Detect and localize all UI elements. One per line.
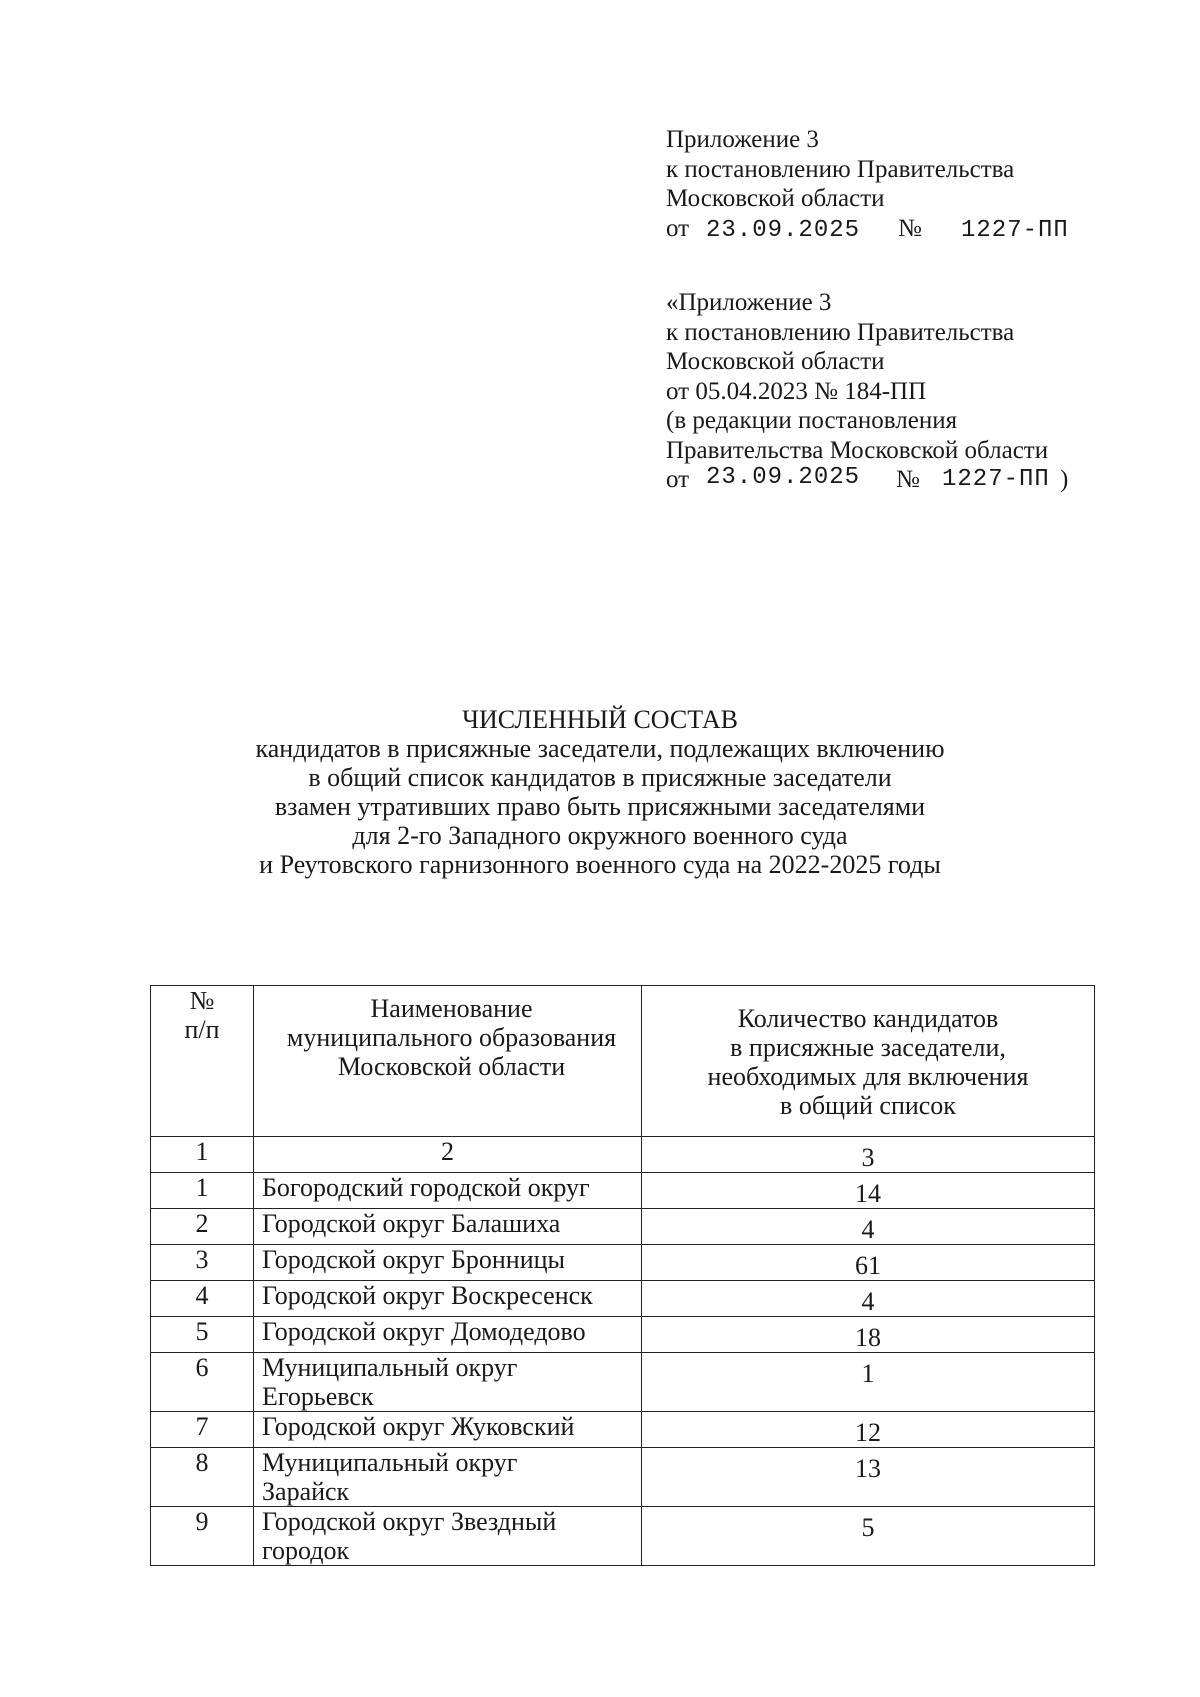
row-number: 1 — [151, 1173, 254, 1209]
table-cell: 1 — [151, 1137, 254, 1173]
municipality-name-line: Городской округ Звездный — [262, 1507, 557, 1536]
candidate-count: 5 — [642, 1507, 1095, 1566]
table-row — [151, 1173, 1095, 1209]
table-row — [151, 1412, 1095, 1448]
table-index-row — [151, 1137, 1095, 1173]
municipality-name-line: городок — [262, 1536, 350, 1565]
municipality-name — [254, 1317, 642, 1353]
municipality-name-line: Зарайск — [262, 1477, 350, 1506]
header-cell-count: Количество кандидатов в присяжные заседатели, необходимых для включения в общий список — [642, 986, 1095, 1137]
row-number: 8 — [151, 1448, 254, 1507]
municipality-name — [254, 1353, 642, 1412]
table-row — [151, 1209, 1095, 1245]
quoted-appendix-header — [666, 288, 1069, 495]
municipality-name-line: Муниципальный округ — [262, 1353, 518, 1382]
appendix-number: 1227-ПП — [961, 216, 1069, 244]
municipality-name-line: Городской округ Бронницы — [262, 1245, 565, 1274]
title-line: взамен утративших право быть присяжными заседателями — [274, 792, 926, 821]
quoted-line: «Приложение 3 — [666, 289, 832, 316]
table-row — [151, 1281, 1095, 1317]
municipality-name — [254, 1173, 642, 1209]
table-header-row — [151, 986, 1095, 1137]
candidates-table — [150, 985, 1095, 1566]
header-cell-name: Наименование муниципального образования Московской области — [254, 986, 642, 1137]
row-number: 4 — [151, 1281, 254, 1317]
municipality-name-line: Городской округ Воскресенск — [262, 1281, 593, 1310]
row-number: 7 — [151, 1412, 254, 1448]
municipality-name — [254, 1412, 642, 1448]
quoted-line: Правительства Московской области — [666, 436, 1049, 464]
table-row — [151, 1353, 1095, 1412]
quoted-line: от 05.04.2023 № 184-ПП — [666, 377, 927, 405]
quoted-line: к постановлению Правительства — [666, 318, 1015, 346]
row-number: 9 — [151, 1507, 254, 1566]
appendix-date: 23.09.2025 — [706, 216, 861, 244]
candidate-count: 18 — [642, 1317, 1095, 1353]
candidate-count: 1 — [642, 1353, 1095, 1412]
candidate-count: 12 — [642, 1412, 1095, 1448]
municipality-name — [254, 1507, 642, 1566]
date-prefix: от — [666, 466, 690, 493]
municipality-name-line: Богородский городской округ — [262, 1173, 590, 1202]
row-number: 6 — [151, 1353, 254, 1412]
document-title — [150, 705, 1050, 879]
table-cell: 2 — [254, 1137, 642, 1173]
table-row — [151, 1507, 1095, 1566]
quoted-date: 23.09.2025 — [706, 464, 861, 491]
date-prefix: от — [666, 214, 690, 242]
title-line: в общий список кандидатов в присяжные заседатели — [308, 763, 892, 792]
appendix-line: к постановлению Правительства — [666, 155, 1015, 183]
appendix-header — [666, 125, 1069, 244]
number-sign: № — [898, 214, 922, 242]
title-heading: ЧИСЛЕННЫЙ СОСТАВ — [462, 705, 738, 734]
table-row — [151, 1317, 1095, 1353]
appendix-line: Приложение 3 — [666, 126, 819, 153]
appendix-date-line — [666, 214, 1069, 244]
municipality-name — [254, 1281, 642, 1317]
quoted-number: 1227-ПП — [942, 466, 1050, 493]
quoted-date-line — [666, 464, 1069, 495]
quoted-line: Московской области — [666, 348, 885, 375]
candidate-count: 4 — [642, 1209, 1095, 1245]
row-number: 3 — [151, 1245, 254, 1281]
row-number: 2 — [151, 1209, 254, 1245]
candidate-count: 61 — [642, 1245, 1095, 1281]
municipality-name-line: Городской округ Домодедово — [262, 1317, 586, 1346]
title-line: для 2-го Западного окружного военного суда — [352, 821, 848, 850]
header-cell-number: № п/п — [151, 986, 254, 1137]
table-row — [151, 1448, 1095, 1507]
title-line: кандидатов в присяжные заседатели, подлежащих включению — [255, 734, 945, 763]
title-line: и Реутовского гарнизонного военного суда на 2022-2025 годы — [259, 850, 941, 879]
candidate-count: 13 — [642, 1448, 1095, 1507]
municipality-name-line: Городской округ Балашиха — [262, 1209, 561, 1238]
municipality-name-line: Егорьевск — [262, 1382, 374, 1411]
table-cell: 3 — [642, 1137, 1095, 1173]
municipality-name-line: Муниципальный округ — [262, 1448, 518, 1477]
candidate-count: 14 — [642, 1173, 1095, 1209]
municipality-name — [254, 1209, 642, 1245]
candidate-count: 4 — [642, 1281, 1095, 1317]
number-sign: № — [896, 466, 920, 493]
closing-paren: ) — [1060, 466, 1069, 493]
municipality-name-line: Городской округ Жуковский — [262, 1412, 575, 1441]
municipality-name — [254, 1245, 642, 1281]
appendix-line: Московской области — [666, 185, 885, 212]
table-row — [151, 1245, 1095, 1281]
municipality-name — [254, 1448, 642, 1507]
quoted-line: (в редакции постановления — [666, 407, 958, 434]
table-body — [151, 1173, 1095, 1566]
row-number: 5 — [151, 1317, 254, 1353]
